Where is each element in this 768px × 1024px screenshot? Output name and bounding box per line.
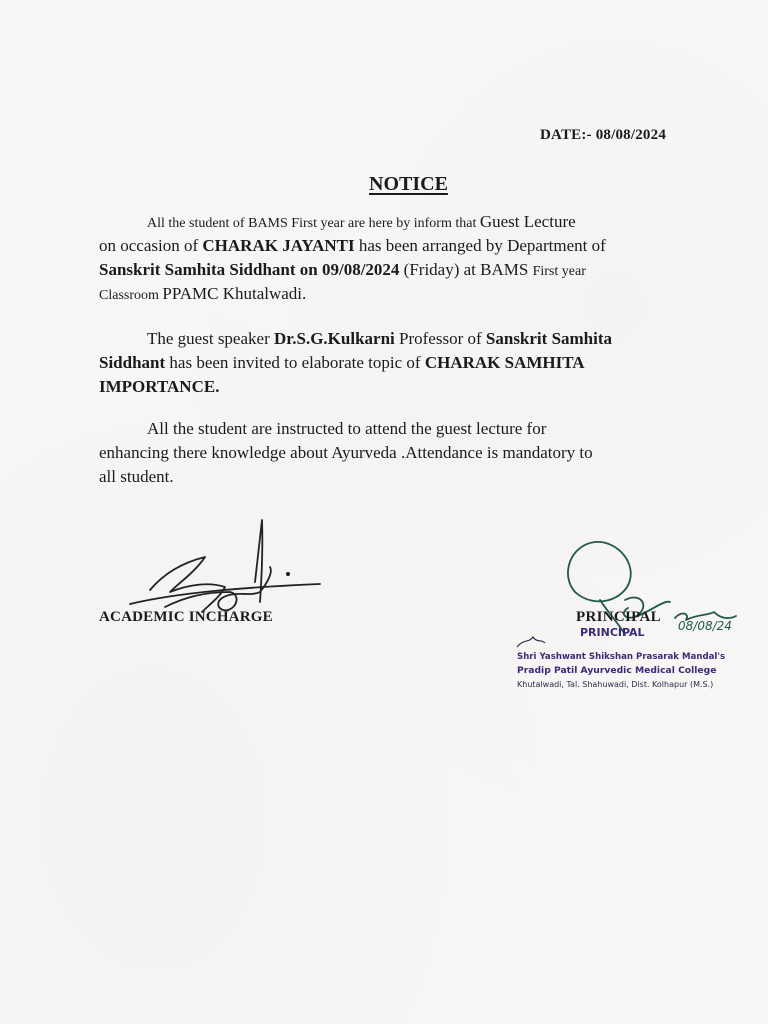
event-name: CHARAK JAYANTI (202, 236, 355, 255)
text: enhancing there knowledge about Ayurveda .Attendance is mandatory to (99, 443, 593, 462)
text: BAMS First year are here by inform that (248, 216, 480, 231)
svg-text:Khutalwadi, Tal. Shahuwadi, Di: Khutalwadi, Tal. Shahuwadi, Dist. Kolhapur (M.S.) (517, 680, 714, 689)
text: all student. (99, 467, 174, 486)
svg-text:Pradip Patil Ayurvedic Medical: Pradip Patil Ayurvedic Medical College (517, 665, 717, 676)
text: All the student of (147, 216, 249, 231)
text: has been arranged by Department of (354, 236, 606, 255)
notice-date: DATE:- 08/08/2024 (540, 127, 667, 143)
notice-title: NOTICE (369, 173, 448, 195)
principal-label: PRINCIPAL (576, 609, 661, 625)
text: Professor of (394, 329, 486, 348)
handwritten-date: 08/08/24 (678, 619, 732, 633)
academic-incharge-label: ACADEMIC INCHARGE (99, 609, 273, 625)
paragraph-instructions (99, 417, 739, 489)
svg-text:PRINCIPAL: PRINCIPAL (580, 626, 645, 639)
paragraph-announcement (99, 210, 739, 306)
text: First year (532, 264, 586, 279)
text: has been invited to elaborate topic of (165, 353, 425, 372)
text: Classroom (99, 288, 163, 303)
text: Guest Lecture (479, 212, 576, 231)
text: PPAMC Khutalwadi. (162, 284, 307, 303)
department-date: Sanskrit Samhita Siddhant on 09/08/2024 (99, 260, 400, 279)
speaker-name: Dr.S.G.Kulkarni (273, 329, 395, 348)
text: All the student are instructed to attend the guest lecture for (147, 419, 547, 438)
text: (Friday) at BAMS (399, 260, 533, 279)
principal-stamp (515, 625, 745, 700)
paragraph-speaker (99, 327, 739, 399)
text: IMPORTANCE. (99, 377, 220, 396)
text: Sanskrit Samhita (485, 329, 613, 348)
text: on occasion of (99, 236, 203, 255)
text: Siddhant (99, 353, 166, 372)
text: The guest speaker (147, 329, 274, 348)
svg-text:Shri Yashwant Shikshan Prasara: Shri Yashwant Shikshan Prasarak Mandal's (517, 652, 726, 662)
topic-name: CHARAK SAMHITA (424, 353, 585, 372)
